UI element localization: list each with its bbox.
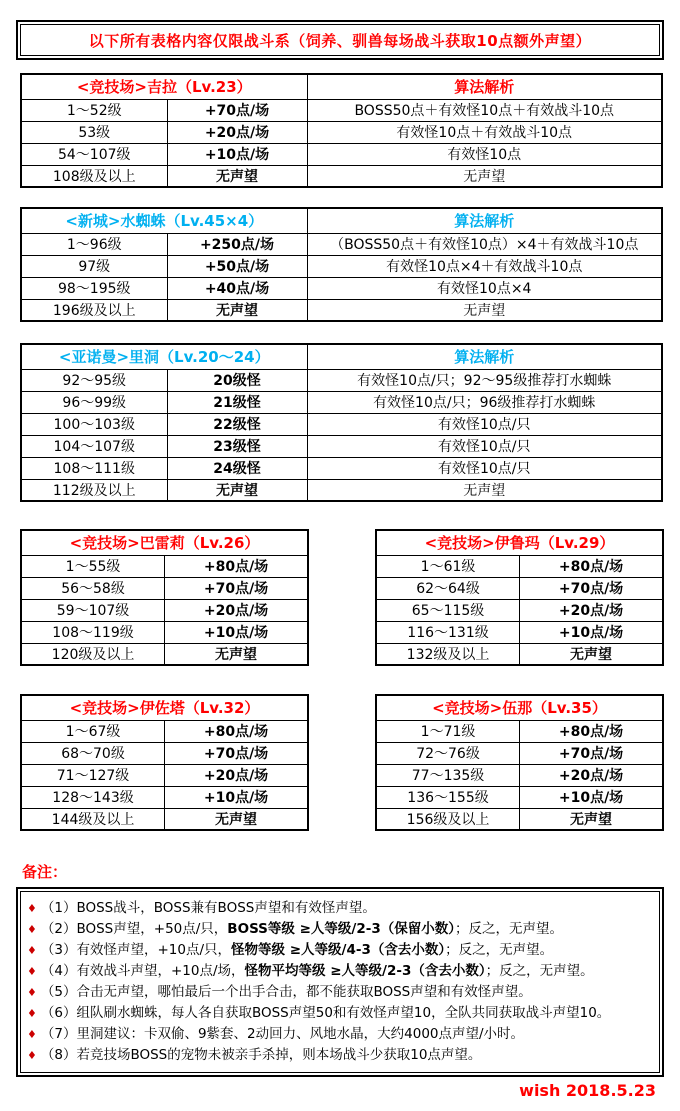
table-row: [376, 720, 663, 742]
level-range-cell: 77～135级: [376, 764, 520, 786]
table-row: [21, 391, 662, 413]
level-range-cell: 1～52级: [21, 99, 167, 121]
note-text: （2）BOSS声望，+50点/只，: [40, 921, 228, 937]
level-range-cell: 196级及以上: [21, 299, 167, 321]
algo-cell: 无声望: [307, 165, 662, 187]
algo-cell: 有效怪10点/只: [307, 413, 662, 435]
level-range-cell: 120级及以上: [21, 643, 165, 665]
diamond-bullet-icon: ♦: [27, 965, 37, 978]
table-row: [376, 577, 663, 599]
algo-cell: 有效怪10点: [307, 143, 662, 165]
level-range-cell: 56～58级: [21, 577, 165, 599]
algo-cell: 有效怪10点/只；92～95级推荐打水蜘蛛: [307, 369, 662, 391]
table-row: [376, 555, 663, 577]
table-row: [21, 555, 308, 577]
note-text: （5）合击无声望，哪怕最后一个出手合击，都不能获取BOSS声望和有效怪声望。: [40, 984, 532, 1000]
table-row: [21, 413, 662, 435]
table-title: <竞技场>伊鲁玛（Lv.29）: [376, 530, 663, 555]
table-pair-1: [20, 529, 664, 666]
reputation-table: [20, 207, 663, 322]
note-line: [27, 919, 655, 940]
table-row: [21, 277, 662, 299]
diamond-bullet-icon: ♦: [27, 986, 37, 999]
notes-box: [16, 887, 664, 1077]
algo-cell: 有效怪10点/只: [307, 457, 662, 479]
document-page: [0, 20, 680, 1111]
diamond-bullet-icon: ♦: [27, 902, 37, 915]
table-row: [21, 99, 662, 121]
table-row: [21, 233, 662, 255]
note-text: ；反之，无声望。: [485, 963, 594, 979]
note-text: （6）组队刷水蜘蛛，每人各自获取BOSS声望50和有效怪声望10，全队共同获取战斗声望10。: [40, 1005, 611, 1021]
gain-cell: +80点/场: [520, 720, 663, 742]
table-row: [21, 621, 308, 643]
note-line: [27, 961, 655, 982]
level-range-cell: 104～107级: [21, 435, 167, 457]
level-range-cell: 132级及以上: [376, 643, 520, 665]
gain-cell: 无声望: [167, 479, 307, 501]
note-line: [27, 898, 655, 919]
table-row: [376, 599, 663, 621]
diamond-bullet-icon: ♦: [27, 1028, 37, 1041]
level-range-cell: 112级及以上: [21, 479, 167, 501]
note-text: （4）有效战斗声望，+10点/场，: [40, 963, 245, 979]
table-pair-2: [20, 694, 664, 831]
gain-cell: 无声望: [520, 643, 663, 665]
table-title: <亚诺曼>里洞（Lv.20～24）: [21, 344, 307, 369]
gain-cell: 无声望: [520, 808, 663, 830]
gain-cell: +20点/场: [167, 121, 307, 143]
note-text: ；反之，无声望。: [454, 921, 563, 937]
table-row: [21, 369, 662, 391]
table-row: [21, 643, 308, 665]
gain-cell: 20级怪: [167, 369, 307, 391]
table-title: <竞技场>伊佐塔（Lv.32）: [21, 695, 308, 720]
signature: wish 2018.5.23: [519, 1081, 656, 1100]
algo-cell: 无声望: [307, 479, 662, 501]
gain-cell: +20点/场: [165, 599, 308, 621]
reputation-table: [375, 694, 664, 831]
note-line: [27, 940, 655, 961]
table-row: [21, 165, 662, 187]
level-range-cell: 96～99级: [21, 391, 167, 413]
table-row: [376, 621, 663, 643]
table-row: [21, 808, 308, 830]
table-section-jila: [20, 73, 664, 188]
table-title: <竞技场>吉拉（Lv.23）: [21, 74, 307, 99]
level-range-cell: 54～107级: [21, 143, 167, 165]
banner-text: 以下所有表格内容仅限战斗系（饲养、驯兽每场战斗获取10点额外声望）: [20, 24, 660, 56]
table-title: <竞技场>巴雷莉（Lv.26）: [21, 530, 308, 555]
gain-cell: 23级怪: [167, 435, 307, 457]
gain-cell: 无声望: [167, 299, 307, 321]
note-text: （1）BOSS战斗，BOSS兼有BOSS声望和有效怪声望。: [40, 900, 376, 916]
gain-cell: +70点/场: [165, 742, 308, 764]
gain-cell: +70点/场: [165, 577, 308, 599]
table-row: [21, 720, 308, 742]
note-line: [27, 1003, 655, 1024]
gain-cell: 22级怪: [167, 413, 307, 435]
table-row: [21, 742, 308, 764]
table-row: [376, 742, 663, 764]
gain-cell: +80点/场: [165, 555, 308, 577]
table-title: <新城>水蜘蛛（Lv.45×4）: [21, 208, 307, 233]
level-range-cell: 71～127级: [21, 764, 165, 786]
gain-cell: +70点/场: [520, 577, 663, 599]
note-line: [27, 1024, 655, 1045]
note-text: 怪物等级 ≥人等级/4-3（含去小数）: [231, 942, 446, 958]
table-section-lidong: [20, 343, 664, 502]
note-line: [27, 982, 655, 1003]
level-range-cell: 1～67级: [21, 720, 165, 742]
gain-cell: +250点/场: [167, 233, 307, 255]
table-row: [21, 457, 662, 479]
table-row: [21, 299, 662, 321]
level-range-cell: 72～76级: [376, 742, 520, 764]
gain-cell: +10点/场: [520, 786, 663, 808]
level-range-cell: 136～155级: [376, 786, 520, 808]
note-text: 怪物平均等级 ≥人等级/2-3（含去小数）: [244, 963, 486, 979]
reputation-table: [20, 529, 309, 666]
algo-header: 算法解析: [307, 208, 662, 233]
level-range-cell: 100～103级: [21, 413, 167, 435]
level-range-cell: 108～119级: [21, 621, 165, 643]
level-range-cell: 98～195级: [21, 277, 167, 299]
level-range-cell: 53级: [21, 121, 167, 143]
gain-cell: +10点/场: [167, 143, 307, 165]
notes-body: [20, 891, 660, 1073]
level-range-cell: 128～143级: [21, 786, 165, 808]
level-range-cell: 1～71级: [376, 720, 520, 742]
gain-cell: 24级怪: [167, 457, 307, 479]
note-text: ；反之，无声望。: [445, 942, 554, 958]
diamond-bullet-icon: ♦: [27, 1007, 37, 1020]
gain-cell: 21级怪: [167, 391, 307, 413]
diamond-bullet-icon: ♦: [27, 944, 37, 957]
table-title: <竞技场>伍那（Lv.35）: [376, 695, 663, 720]
diamond-bullet-icon: ♦: [27, 923, 37, 936]
reputation-table: [20, 343, 663, 502]
table-row: [21, 479, 662, 501]
reputation-table: [20, 73, 663, 188]
level-range-cell: 59～107级: [21, 599, 165, 621]
gain-cell: +70点/场: [520, 742, 663, 764]
gain-cell: +80点/场: [520, 555, 663, 577]
table-row: [21, 577, 308, 599]
table-row: [21, 599, 308, 621]
level-range-cell: 97级: [21, 255, 167, 277]
algo-cell: 有效怪10点/只: [307, 435, 662, 457]
algo-cell: 有效怪10点×4: [307, 277, 662, 299]
table-row: [21, 143, 662, 165]
level-range-cell: 1～55级: [21, 555, 165, 577]
gain-cell: 无声望: [165, 643, 308, 665]
table-row: [21, 786, 308, 808]
note-text: （8）若竞技场BOSS的宠物未被亲手杀掉，则本场战斗少获取10点声望。: [40, 1047, 482, 1063]
level-range-cell: 68～70级: [21, 742, 165, 764]
gain-cell: +20点/场: [165, 764, 308, 786]
table-row: [376, 764, 663, 786]
gain-cell: +20点/场: [520, 599, 663, 621]
diamond-bullet-icon: ♦: [27, 1049, 37, 1062]
note-text: （3）有效怪声望，+10点/只，: [40, 942, 232, 958]
level-range-cell: 92～95级: [21, 369, 167, 391]
gain-cell: +40点/场: [167, 277, 307, 299]
note-text: BOSS等级 ≥人等级/2-3（保留小数）: [227, 921, 455, 937]
gain-cell: +80点/场: [165, 720, 308, 742]
table-row: [21, 435, 662, 457]
gain-cell: 无声望: [165, 808, 308, 830]
level-range-cell: 65～115级: [376, 599, 520, 621]
table-row: [376, 643, 663, 665]
gain-cell: +20点/场: [520, 764, 663, 786]
level-range-cell: 108级及以上: [21, 165, 167, 187]
notes-label: 备注：: [22, 863, 68, 881]
reputation-table: [20, 694, 309, 831]
level-range-cell: 1～96级: [21, 233, 167, 255]
level-range-cell: 116～131级: [376, 621, 520, 643]
level-range-cell: 1～61级: [376, 555, 520, 577]
algo-cell: 有效怪10点＋有效战斗10点: [307, 121, 662, 143]
note-line: [27, 1045, 655, 1066]
reputation-table: [375, 529, 664, 666]
algo-header: 算法解析: [307, 74, 662, 99]
algo-cell: （BOSS50点＋有效怪10点）×4＋有效战斗10点: [307, 233, 662, 255]
table-section-water-spider: [20, 207, 664, 322]
algo-cell: BOSS50点＋有效怪10点＋有效战斗10点: [307, 99, 662, 121]
gain-cell: +10点/场: [165, 621, 308, 643]
level-range-cell: 108～111级: [21, 457, 167, 479]
table-row: [376, 808, 663, 830]
algo-header: 算法解析: [307, 344, 662, 369]
algo-cell: 无声望: [307, 299, 662, 321]
note-text: （7）里洞建议：卡双偷、9紫套、2动回力、风地水晶，大约4000点声望/小时。: [40, 1026, 525, 1042]
level-range-cell: 156级及以上: [376, 808, 520, 830]
banner: [16, 20, 664, 60]
algo-cell: 有效怪10点×4＋有效战斗10点: [307, 255, 662, 277]
table-row: [376, 786, 663, 808]
gain-cell: 无声望: [167, 165, 307, 187]
table-row: [21, 764, 308, 786]
gain-cell: +10点/场: [165, 786, 308, 808]
level-range-cell: 144级及以上: [21, 808, 165, 830]
gain-cell: +70点/场: [167, 99, 307, 121]
table-row: [21, 121, 662, 143]
table-row: [21, 255, 662, 277]
gain-cell: +10点/场: [520, 621, 663, 643]
gain-cell: +50点/场: [167, 255, 307, 277]
level-range-cell: 62～64级: [376, 577, 520, 599]
algo-cell: 有效怪10点/只；96级推荐打水蜘蛛: [307, 391, 662, 413]
